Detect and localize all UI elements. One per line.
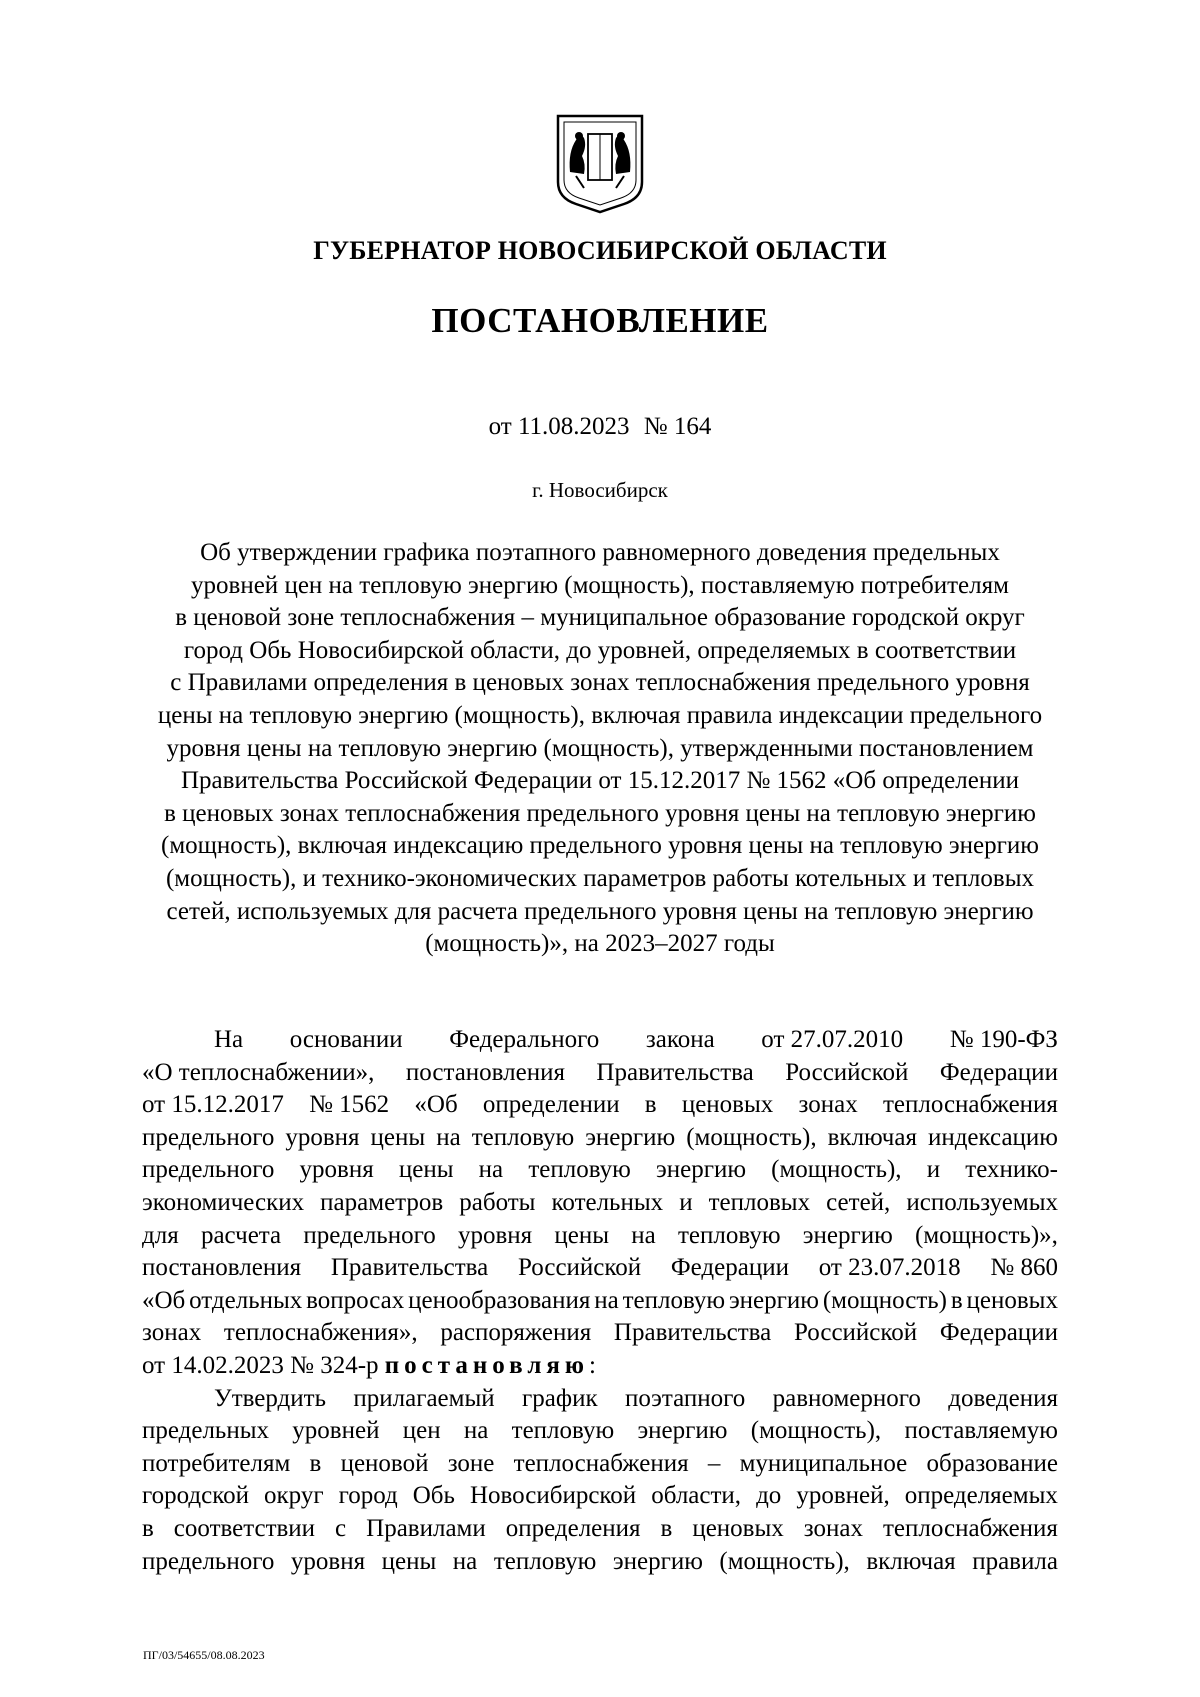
word: энергию (655, 1156, 746, 1184)
word: тепловую (511, 1417, 615, 1445)
title-line: Об утверждении графика поэтапного равномерного доведения предельных (200, 539, 1000, 566)
word: котельных (551, 1188, 664, 1216)
word: ценовых (966, 1286, 1058, 1314)
paragraph-basis-last-line (142, 1350, 1058, 1383)
title-line: в ценовых зонах теплоснабжения предельного уровня цены на тепловую энергию (164, 799, 1036, 827)
word: энергию (728, 1286, 819, 1314)
issuing-authority: ГУБЕРНАТОР НОВОСИБИРСКОЙ ОБЛАСТИ (313, 236, 887, 265)
word: в (142, 1514, 154, 1542)
document-number: № 164 (643, 413, 712, 440)
word: теплоснабжения», (223, 1319, 418, 1347)
paragraph-line (142, 1252, 1058, 1285)
word: тепловую (678, 1221, 781, 1249)
word: и (679, 1188, 693, 1216)
word: ценовых (681, 1091, 774, 1119)
paragraph-line (142, 1513, 1058, 1546)
word: ценовых (692, 1514, 784, 1542)
word: № 860 (990, 1254, 1058, 1282)
word: Новосибирской (469, 1482, 637, 1510)
document-title (142, 537, 1058, 961)
word: тепловую (471, 1123, 575, 1151)
word: Правительства (330, 1254, 489, 1282)
paragraph-line (142, 1546, 1058, 1579)
word: образование (926, 1449, 1058, 1477)
word: тепловую (528, 1156, 631, 1184)
title-line: (мощность)», на 2023–2027 годы (425, 930, 775, 958)
word: (мощность), (771, 1156, 902, 1184)
word: На (214, 1026, 244, 1053)
word: на (594, 1286, 619, 1314)
word: для (142, 1221, 179, 1249)
paragraph-decision (142, 1383, 1058, 1579)
word: зонах (798, 1091, 858, 1119)
word: до (756, 1482, 782, 1510)
title-line: цены на тепловую энергию (мощность), включая правила индексации предельного (157, 701, 1043, 729)
paragraph-line (142, 1057, 1058, 1090)
paragraph-line (142, 1122, 1058, 1155)
word: предельного (142, 1156, 275, 1184)
footer-code: ПГ/03/54655/08.08.2023 (143, 1648, 265, 1662)
word: Федерального (449, 1026, 600, 1053)
word: уровня (457, 1221, 533, 1249)
word: Российской (793, 1319, 918, 1347)
word: Федерации (939, 1058, 1058, 1086)
word: параметров (320, 1188, 444, 1216)
word: «О теплоснабжении», (142, 1058, 375, 1086)
date-number-line (0, 413, 1200, 441)
word: Российской (517, 1254, 642, 1282)
word: ценообразования (408, 1286, 591, 1314)
paragraph-line (142, 1154, 1058, 1187)
title-line: с Правилами определения в ценовых зонах теплоснабжения предельного уровня (170, 669, 1030, 697)
word: цен (402, 1417, 441, 1445)
title-line: город Обь Новосибирской области, до уровней, определяемых в соответствии (183, 636, 1017, 664)
word: включая (827, 1123, 917, 1151)
word: зоне (447, 1449, 495, 1477)
word: график (522, 1384, 598, 1412)
basis-last-text: от 14.02.2023 № 324-р (142, 1351, 385, 1379)
word: области, (651, 1482, 742, 1510)
title-line: Правительства Российской Федерации от 15.12.2017 № 1562 «Об определении (181, 767, 1019, 795)
word: уровней (292, 1417, 380, 1445)
title-line: уровней цен на тепловую энергию (мощность), поставляемую потребителям (191, 571, 1009, 599)
word: уровня (290, 1547, 366, 1575)
word: муниципальное (739, 1449, 908, 1477)
title-line: (мощность), и технико-экономических параметров работы котельных и тепловых (165, 864, 1034, 892)
word: ценовой (340, 1449, 429, 1477)
word: предельных (142, 1417, 270, 1445)
word: прилагаемый (353, 1384, 495, 1412)
word: закона (645, 1026, 715, 1053)
word: «Об (142, 1286, 186, 1314)
word: Российской (785, 1058, 909, 1086)
word: технико- (965, 1156, 1058, 1184)
word: постановления (405, 1058, 565, 1086)
word: зонах (142, 1319, 202, 1347)
word: равномерного (772, 1384, 921, 1412)
document-body (142, 1024, 1058, 1578)
word: на (463, 1417, 489, 1445)
word: предельного (142, 1547, 275, 1575)
word: (мощность), (750, 1417, 882, 1445)
decree-word: постановляю (384, 1351, 589, 1379)
word: энергию (585, 1123, 676, 1151)
word: цены (381, 1547, 437, 1575)
word: цены (370, 1123, 426, 1151)
word: уровней, (796, 1482, 890, 1510)
word: округ (264, 1482, 324, 1510)
word: постановления (142, 1254, 302, 1282)
word: работы (459, 1188, 536, 1216)
title-line: уровня цены на тепловую энергию (мощность), утвержденными постановлением (166, 734, 1034, 762)
word: от 15.12.2017 (142, 1091, 284, 1119)
paragraph-basis (142, 1024, 1058, 1350)
paragraph-line (142, 1024, 1058, 1057)
word: индексацию (927, 1123, 1058, 1151)
word: на (631, 1221, 656, 1249)
word: (мощность) (822, 1286, 947, 1314)
paragraph-line (142, 1089, 1058, 1122)
document-date: от 11.08.2023 (488, 413, 630, 440)
word: сетей, (826, 1188, 891, 1216)
word: тепловых (708, 1188, 811, 1216)
word: потребителям (142, 1449, 291, 1477)
word: расчета (200, 1221, 282, 1249)
word: экономических (142, 1188, 305, 1216)
paragraph-line (142, 1383, 1058, 1416)
word: Обь (412, 1482, 455, 1510)
word: теплоснабжения (882, 1091, 1058, 1119)
word: цены (398, 1156, 454, 1184)
title-line: в ценовой зоне теплоснабжения – муниципальное образование городской округ (175, 604, 1025, 632)
word: (мощность), (719, 1547, 850, 1575)
word: Правительства (613, 1319, 772, 1347)
word: городской (142, 1482, 249, 1510)
paragraph-line (142, 1317, 1058, 1350)
word: теплоснабжения (513, 1449, 689, 1477)
word: Правилами (366, 1514, 486, 1542)
word: поэтапного (624, 1384, 746, 1412)
word: Утвердить (214, 1384, 326, 1412)
word: энергию (612, 1547, 703, 1575)
city: г. Новосибирск (532, 478, 668, 502)
word: включая (866, 1547, 956, 1575)
word: (мощность), (686, 1123, 817, 1151)
word: соответствии (173, 1514, 316, 1542)
word: в (950, 1286, 963, 1314)
word: доведения (948, 1384, 1058, 1412)
word: в (309, 1449, 322, 1477)
word: Федерации (939, 1319, 1058, 1347)
word: «Об (414, 1091, 458, 1119)
document-type: ПОСТАНОВЛЕНИЕ (431, 301, 769, 340)
word: в (660, 1514, 673, 1542)
paragraph-line (142, 1480, 1058, 1513)
word: предельного (303, 1221, 436, 1249)
word: тепловую (622, 1286, 726, 1314)
word: уровня (285, 1123, 360, 1151)
word: с (335, 1514, 347, 1542)
word: энергию (802, 1221, 893, 1249)
paragraph-line (142, 1448, 1058, 1481)
word: в (644, 1091, 657, 1119)
word: используемых (906, 1188, 1058, 1216)
word: правила (972, 1547, 1058, 1575)
word: отдельных (189, 1286, 303, 1314)
word: энергию (637, 1417, 728, 1445)
paragraph-line (142, 1187, 1058, 1220)
word: теплоснабжения (882, 1514, 1058, 1542)
word: вопросах (306, 1286, 405, 1314)
word: № 190-ФЗ (949, 1026, 1058, 1053)
word: основании (289, 1026, 403, 1053)
word: на (452, 1547, 478, 1575)
paragraph-line (142, 1415, 1058, 1448)
word: (мощность)», (915, 1221, 1058, 1249)
word: определении (482, 1091, 620, 1119)
word: на (436, 1123, 461, 1151)
word: от 27.07.2010 (761, 1026, 904, 1053)
word: и (926, 1156, 941, 1184)
word: Правительства (596, 1058, 754, 1086)
word: Федерации (670, 1254, 789, 1282)
word: зонах (803, 1514, 863, 1542)
word: на (478, 1156, 504, 1184)
word: предельного (142, 1123, 275, 1151)
word: цены (554, 1221, 610, 1249)
paragraph-line (142, 1285, 1058, 1318)
word: тепловую (493, 1547, 597, 1575)
word: № 1562 (309, 1091, 390, 1119)
word: определяемых (904, 1482, 1058, 1510)
word: определения (505, 1514, 641, 1542)
title-line: сетей, используемых для расчета предельного уровня цены на тепловую энергию (166, 897, 1034, 925)
word: город (338, 1482, 398, 1510)
word: распоряжения (440, 1319, 592, 1347)
word: поставляемую (904, 1417, 1058, 1445)
coat-of-arms-emblem (554, 112, 646, 216)
decree-colon: : (588, 1351, 596, 1379)
word: уровня (299, 1156, 374, 1184)
title-line: (мощность), включая индексацию предельного уровня цены на тепловую энергию (161, 832, 1039, 860)
paragraph-line (142, 1220, 1058, 1253)
word: от 23.07.2018 (818, 1254, 961, 1282)
word: – (707, 1449, 721, 1477)
